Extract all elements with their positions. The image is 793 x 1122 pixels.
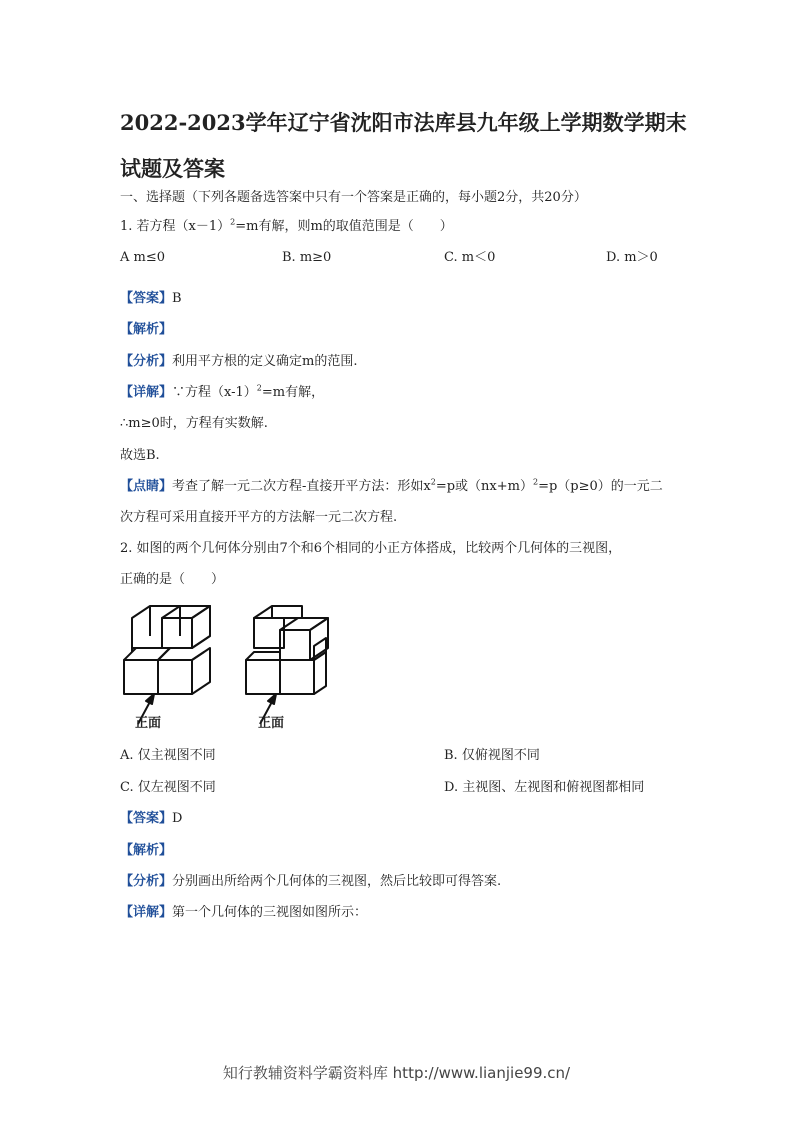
q1-dianjing-a: 考查了解一元二次方程-直接开平方法：形如x xyxy=(172,479,431,494)
q2-stem-line2: 正确的是（ ） xyxy=(120,572,225,587)
q1-option-c: C. m＜0 xyxy=(444,250,496,265)
q1-answer-value: B xyxy=(172,291,182,306)
q1-stem-b: =m有解，则m的取值范围是（ ） xyxy=(235,219,453,234)
q1-answer xyxy=(120,289,182,309)
q2-analysis xyxy=(120,841,172,861)
answer-tag: 【答案】 xyxy=(120,811,173,826)
q2-option-b: B. 仅俯视图不同 xyxy=(444,748,540,763)
q2-fenxi-text: 分别画出所给两个几何体的三视图，然后比较即可得答案. xyxy=(172,874,502,889)
q2-stem-line1: 2. 如图的两个几何体分别由7个和6个相同的小正方体搭成，比较两个几何体的三视图， xyxy=(120,541,622,556)
dianjing-tag: 【点睛】 xyxy=(120,479,173,494)
solid-2 xyxy=(246,606,328,724)
q2-option-d: D. 主视图、左视图和俯视图都相同 xyxy=(444,780,645,795)
q1-fenxi xyxy=(120,352,357,372)
q1-exponent: 2 xyxy=(230,217,236,227)
fenxi-tag: 【分析】 xyxy=(120,874,173,889)
q2-detail-text: 第一个几何体的三视图如图所示： xyxy=(172,905,368,920)
q2-option-a: A. 仅主视图不同 xyxy=(120,748,216,763)
q2-answer xyxy=(120,809,182,829)
q1-dianjing-exp1: 2 xyxy=(430,477,436,487)
analysis-tag: 【解析】 xyxy=(120,322,173,337)
analysis-tag: 【解析】 xyxy=(120,843,173,858)
page-title: 2022-2023学年辽宁省沈阳市法库县九年级上学期数学期末试题及答案 xyxy=(120,110,687,181)
figure-label-2: 正面 xyxy=(258,716,285,731)
q1-analysis xyxy=(120,320,172,340)
solid-1 xyxy=(124,606,210,724)
answer-tag: 【答案】 xyxy=(120,291,173,306)
q1-option-d: D. m＞0 xyxy=(606,250,658,265)
q1-detail-line3: 故选B. xyxy=(120,448,160,463)
detail-tag: 【详解】 xyxy=(120,385,173,400)
q1-dianjing xyxy=(120,477,663,497)
q1-detail-exponent: 2 xyxy=(256,383,262,393)
q1-dianjing-line2: 次方程可采用直接开平方的方法解一元二次方程. xyxy=(120,510,398,525)
footer-watermark: 知行教辅资料学霸资料库 http://www.lianjie99.cn/ xyxy=(222,1064,571,1082)
q1-detail-b: =m有解， xyxy=(261,385,325,400)
q1-detail-line2: ∴m≥0时，方程有实数解. xyxy=(120,416,268,431)
q2-answer-value: D xyxy=(172,811,183,826)
detail-tag: 【详解】 xyxy=(120,905,173,920)
section-heading: 一、选择题（下列各题备选答案中只有一个答案是正确的，每小题2分，共20分） xyxy=(120,190,587,205)
q1-dianjing-c: =p（p≥0）的一元二 xyxy=(538,479,663,494)
q2-detail xyxy=(120,903,367,923)
q1-option-b: B. m≥0 xyxy=(282,250,332,265)
q2-figure xyxy=(118,600,348,736)
figure-label-1: 正面 xyxy=(135,716,162,731)
q1-stem xyxy=(120,217,453,237)
q1-dianjing-b: =p或（nx+m） xyxy=(435,479,533,494)
q1-option-a: A m≤0 xyxy=(120,250,166,265)
fenxi-tag: 【分析】 xyxy=(120,354,173,369)
q1-fenxi-text: 利用平方根的定义确定m的范围. xyxy=(172,354,358,369)
q2-option-c: C. 仅左视图不同 xyxy=(120,780,216,795)
q1-stem-a: 1. 若方程（x－1） xyxy=(120,219,231,234)
q1-dianjing-exp2: 2 xyxy=(532,477,539,487)
q2-fenxi xyxy=(120,872,501,892)
q1-detail-a: ∵方程（x-1） xyxy=(172,385,257,400)
q1-detail xyxy=(120,383,324,403)
